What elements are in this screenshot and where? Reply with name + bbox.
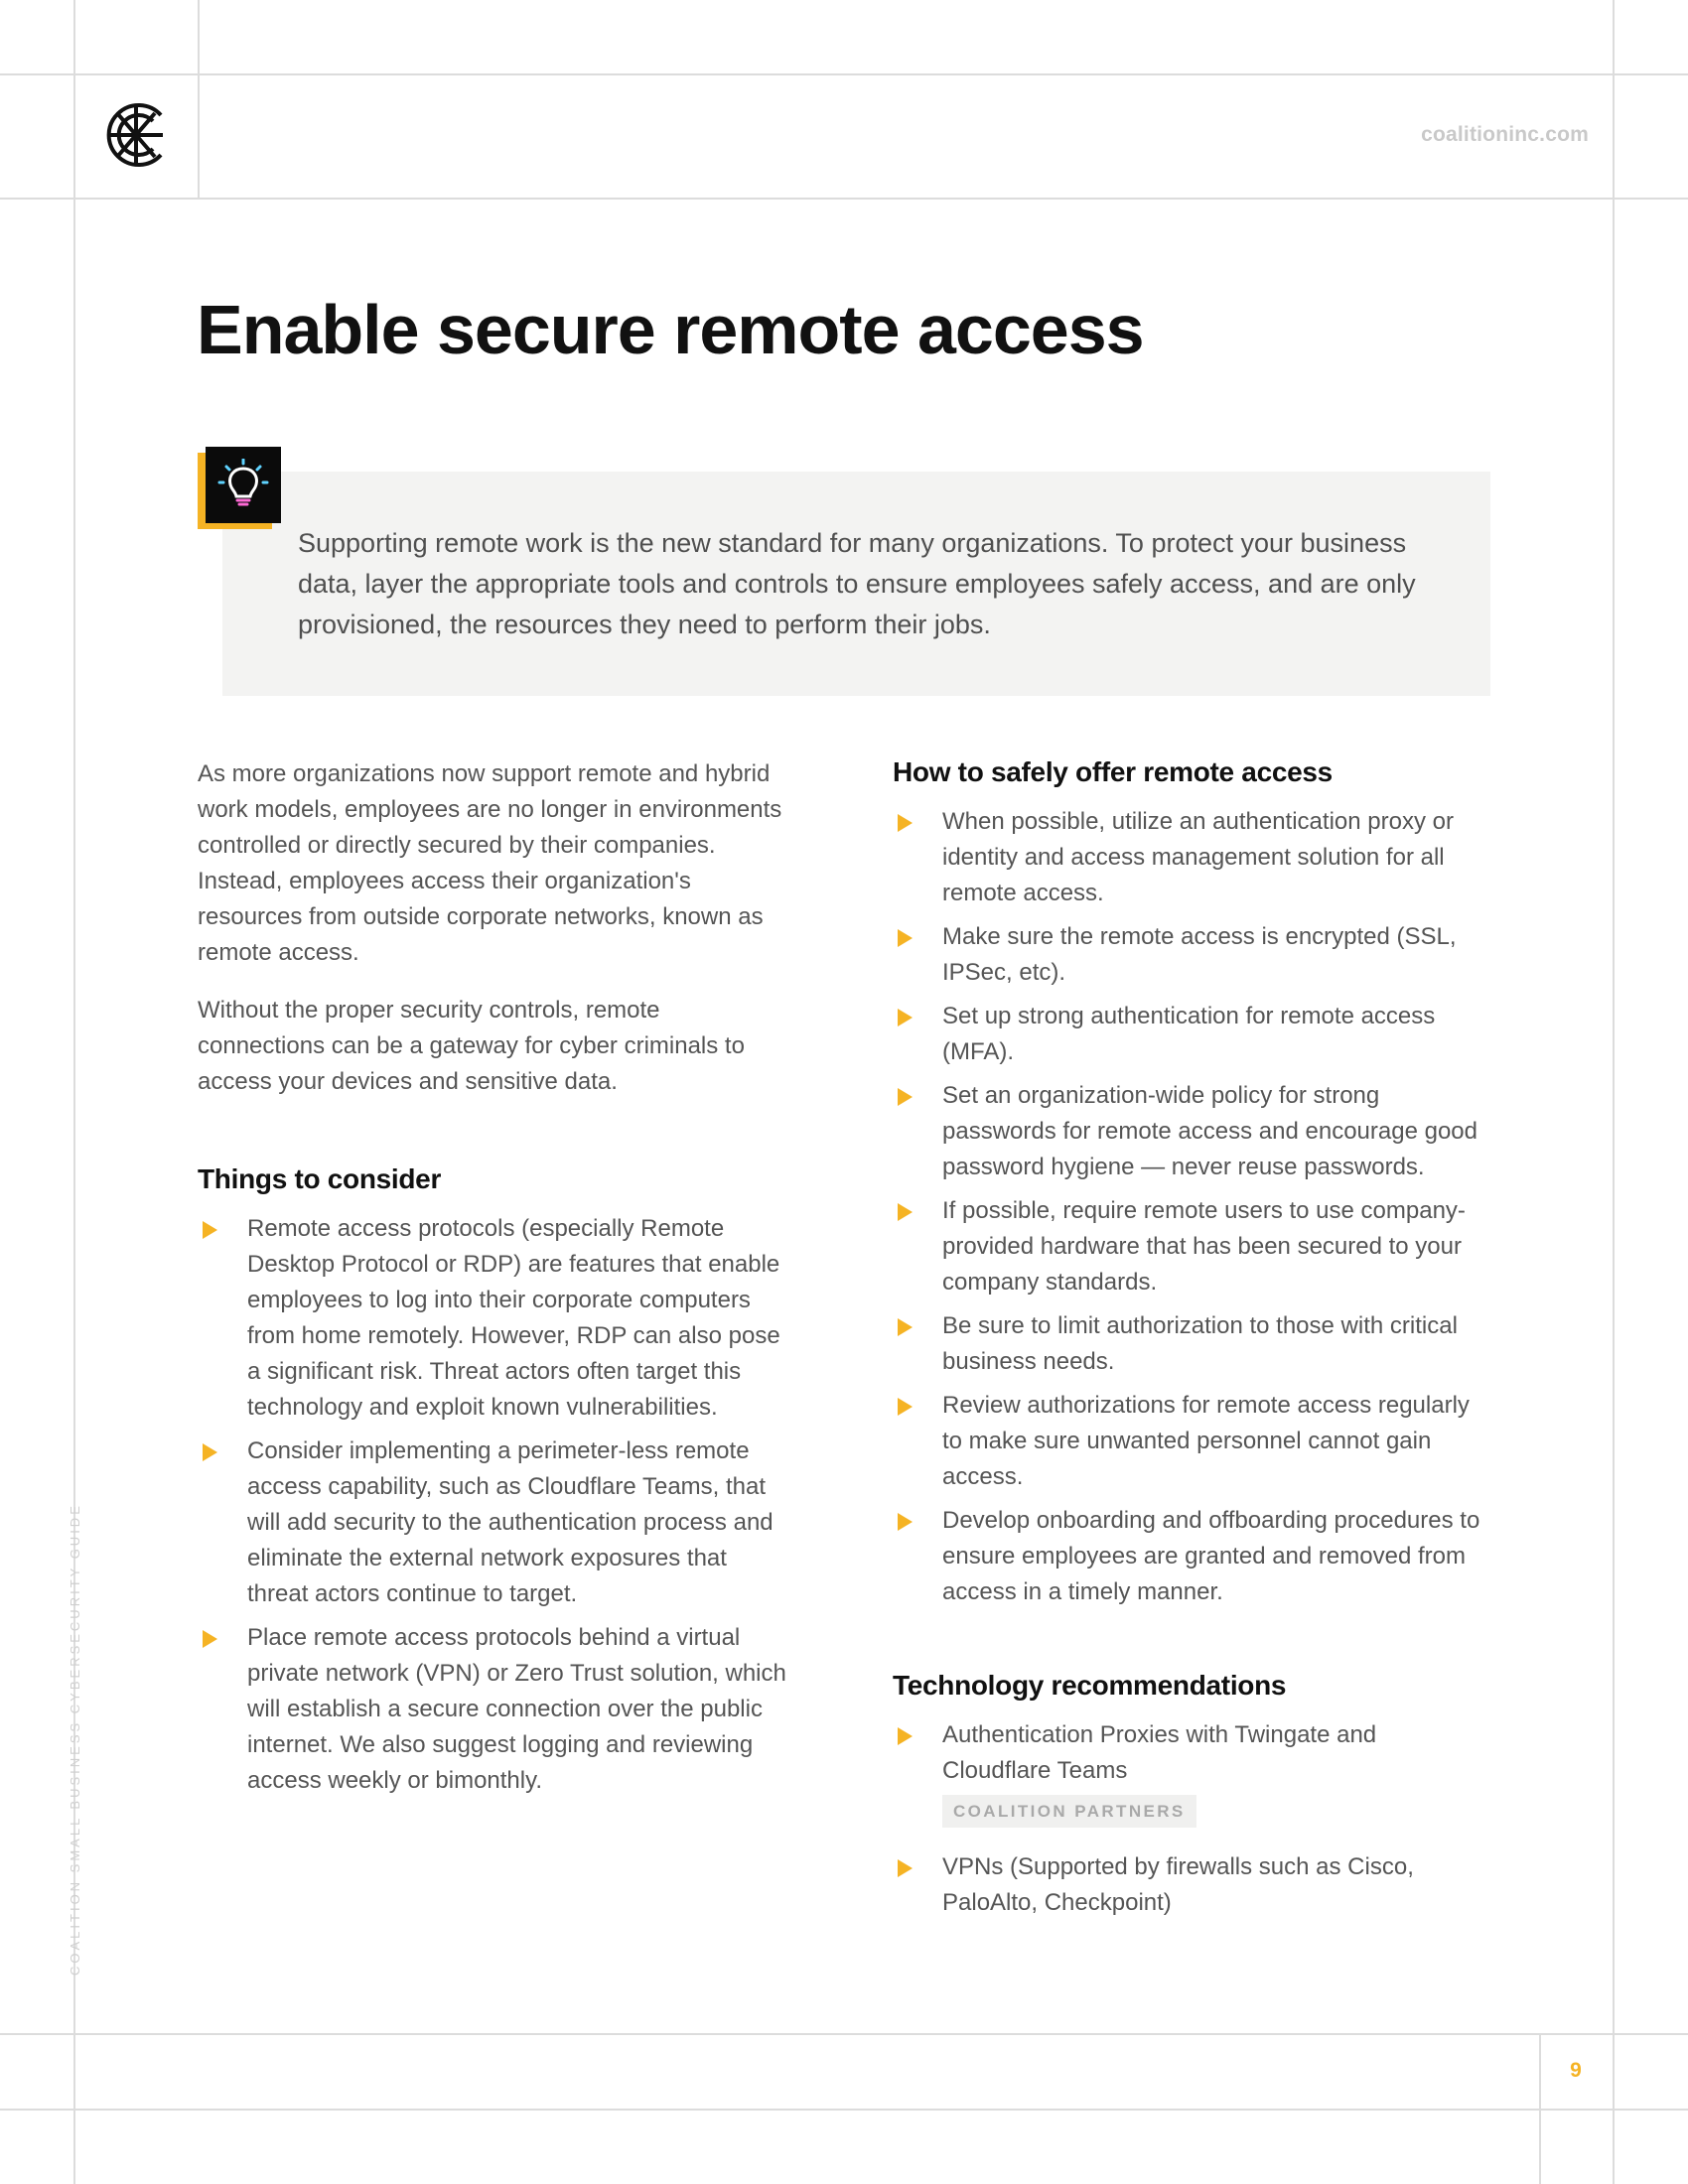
triangle-bullet-icon — [898, 1318, 913, 1336]
list-item — [893, 1717, 1488, 1842]
list-item — [893, 1193, 1488, 1300]
list-item — [893, 1308, 1488, 1380]
list-item-text: Place remote access protocols behind a virtual private network (VPN) or Zero Trust solution, which will establish a secure connection over the public internet. We also suggest logging and reviewing access weekly or bimonthly. — [247, 1624, 786, 1794]
list-item-text: Authentication Proxies with Twingate and Cloudflare Teams — [942, 1721, 1377, 1784]
lightbulb-icon — [206, 447, 281, 523]
list-item — [198, 1620, 793, 1799]
grid-line — [198, 0, 200, 199]
list-item-text: Be sure to limit authorization to those with critical business needs. — [942, 1312, 1458, 1375]
page-title: Enable secure remote access — [197, 291, 1144, 368]
list-item — [893, 1078, 1488, 1185]
triangle-bullet-icon — [203, 1221, 217, 1239]
list-item — [893, 1503, 1488, 1610]
list-item-text: Set up strong authentication for remote access (MFA). — [942, 1003, 1436, 1065]
intro-callout — [222, 472, 1490, 696]
list-item — [893, 1849, 1488, 1921]
left-column — [198, 756, 793, 1807]
list-item — [893, 804, 1488, 911]
grid-line — [0, 73, 1688, 75]
how-to-heading: How to safely offer remote access — [893, 756, 1333, 787]
triangle-bullet-icon — [898, 1203, 913, 1221]
grid-line — [1539, 2033, 1541, 2184]
list-item-text: Remote access protocols (especially Remote Desktop Protocol or RDP) are features that enable employees to log into their corporate computers from home remotely. However, RDP can also pose a significant risk. Threat actors often target this technology and exploit known vulnerabilities. — [247, 1215, 780, 1421]
triangle-bullet-icon — [898, 1727, 913, 1745]
things-to-consider-list — [198, 1211, 793, 1799]
list-item-text: Consider implementing a perimeter-less remote access capability, such as Cloudflare Teams, that will add security to the authentication process and eliminate the external network exposures that threat actors continue to target. — [247, 1437, 774, 1607]
list-item-text: If possible, require remote users to use company-provided hardware that has been secured to your company standards. — [942, 1197, 1466, 1296]
intro-paragraph: Without the proper security controls, remote connections can be a gateway for cyber criminals to access your devices and sensitive data. — [198, 997, 745, 1095]
page-number: 9 — [1570, 2059, 1582, 2082]
list-item-text: VPNs (Supported by firewalls such as Cisco, PaloAlto, Checkpoint) — [942, 1853, 1414, 1916]
coalition-partners-badge: COALITION PARTNERS — [942, 1795, 1196, 1828]
triangle-bullet-icon — [898, 929, 913, 947]
intro-paragraph: As more organizations now support remote and hybrid work models, employees are no longer in environments controlled or directly secured by their companies. Instead, employees access their organization's resources from outside corporate networks, known as remote access. — [198, 760, 782, 966]
list-item-text: Develop onboarding and offboarding procedures to ensure employees are granted and removed from access in a timely manner. — [942, 1507, 1480, 1605]
technology-list — [893, 1717, 1488, 1921]
coalition-logo-icon[interactable] — [103, 99, 169, 171]
grid-line — [0, 2109, 1688, 2111]
triangle-bullet-icon — [203, 1443, 217, 1461]
list-item — [198, 1211, 793, 1426]
list-item-text: Set an organization-wide policy for strong passwords for remote access and encourage good password hygiene — never reuse passwords. — [942, 1082, 1477, 1180]
right-column — [893, 754, 1488, 1929]
triangle-bullet-icon — [898, 1513, 913, 1531]
callout-text: Supporting remote work is the new standard for many organizations. To protect your business data, layer the appropriate tools and controls to ensure employees safely access, and are only provisioned, the resources they need to perform their jobs. — [298, 528, 1416, 639]
list-item — [893, 919, 1488, 991]
list-item-text: Review authorizations for remote access regularly to make sure unwanted personnel cannot gain access. — [942, 1392, 1470, 1490]
grid-line — [0, 2033, 1688, 2035]
side-guide-label: COALITION SMALL BUSINESS CYBERSECURITY GUIDE — [68, 1503, 82, 1976]
list-item — [893, 1388, 1488, 1495]
technology-recommendations-heading: Technology recommendations — [893, 1670, 1287, 1701]
triangle-bullet-icon — [898, 1859, 913, 1877]
grid-line — [1613, 0, 1615, 2184]
triangle-bullet-icon — [898, 1398, 913, 1416]
site-url[interactable]: coalitioninc.com — [1421, 123, 1589, 146]
list-item — [198, 1433, 793, 1612]
how-to-list — [893, 804, 1488, 1610]
list-item — [893, 999, 1488, 1070]
list-item-text: Make sure the remote access is encrypted (SSL, IPSec, etc). — [942, 923, 1457, 986]
things-to-consider-heading: Things to consider — [198, 1163, 442, 1194]
list-item-text: When possible, utilize an authentication proxy or identity and access management solution for all remote access. — [942, 808, 1454, 906]
triangle-bullet-icon — [203, 1630, 217, 1648]
grid-line — [0, 198, 1688, 200]
triangle-bullet-icon — [898, 1009, 913, 1026]
triangle-bullet-icon — [898, 814, 913, 832]
triangle-bullet-icon — [898, 1088, 913, 1106]
